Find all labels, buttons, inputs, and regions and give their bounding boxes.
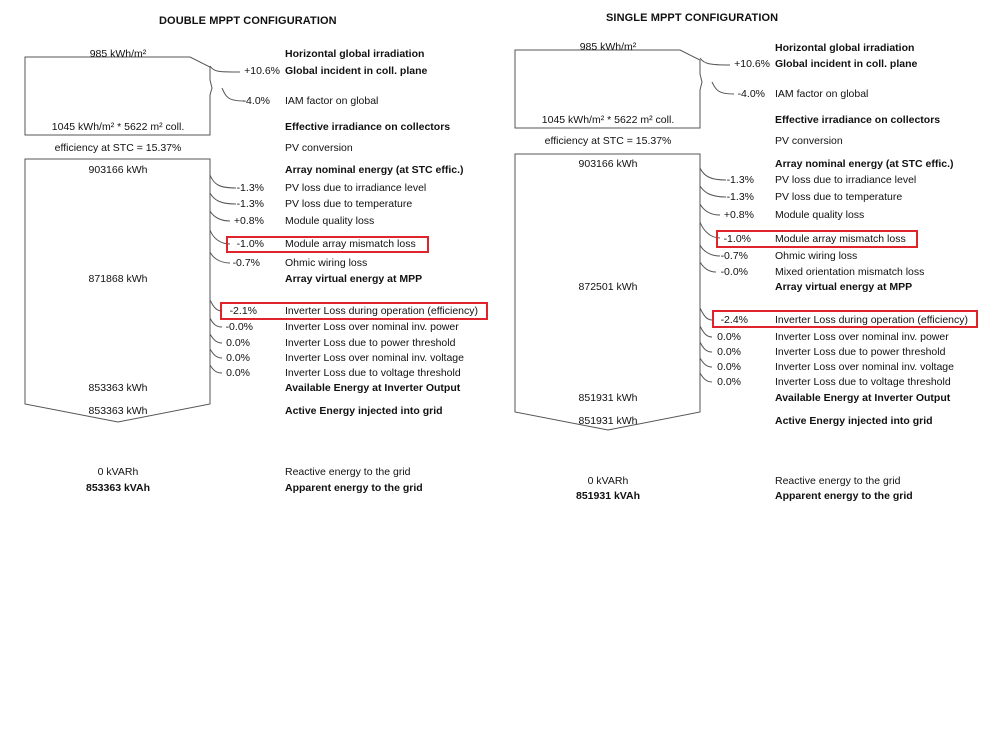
right-reactive-label: Reactive energy to the grid	[775, 475, 901, 487]
right-loss-b-label: Inverter Loss due to power threshold	[775, 346, 946, 358]
left-loss-b-label: Inverter Loss during operation (efficiency)	[285, 305, 478, 317]
left-loss-a-label: Module quality loss	[285, 215, 375, 227]
right-loss-b-label: Inverter Loss due to voltage threshold	[775, 376, 951, 388]
right-loss-b-label: Inverter Loss over nominal inv. voltage	[775, 361, 954, 373]
left-loss-b-pct: -2.1%	[229, 305, 257, 317]
left-loss-b-label: Inverter Loss due to power threshold	[285, 337, 456, 349]
right-reactive-value: 0 kVARh	[587, 475, 629, 487]
right-loss-a-label: PV loss due to temperature	[775, 191, 903, 203]
right-virtual-value: 872501 kWh	[578, 281, 638, 293]
left-apparent-value: 853363 kVAh	[85, 482, 151, 494]
left-loss-b-label: Inverter Loss due to voltage threshold	[285, 367, 461, 379]
left-incident-label: Global incident in coll. plane	[285, 65, 428, 77]
left-loss-b-pct: 0.0%	[226, 337, 250, 349]
right-loss-a-label: PV loss due to irradiance level	[775, 174, 917, 186]
left-loss-b-pct: -0.0%	[225, 321, 253, 333]
right-incident-arrow	[700, 58, 730, 65]
left-iam-arrow	[222, 88, 244, 101]
left-nominal-label: Array nominal energy (at STC effic.)	[285, 164, 464, 176]
right-incident-pct: +10.6%	[734, 58, 770, 70]
right-title: SINGLE MPPT CONFIGURATION	[606, 12, 779, 24]
right-pv-conversion-label: PV conversion	[775, 135, 843, 147]
right-efficiency-value: efficiency at STC = 15.37%	[544, 135, 672, 147]
left-loss-a-pct: -1.3%	[236, 198, 264, 210]
right-loss-a-pct: -0.0%	[720, 266, 748, 278]
right-loss-a-pct: -1.3%	[726, 174, 754, 186]
left-incident-pct: +10.6%	[244, 65, 280, 77]
left-loss-b-label: Inverter Loss over nominal inv. power	[285, 321, 459, 333]
right-loss-lines-b	[700, 308, 712, 382]
right-apparent-label: Apparent energy to the grid	[775, 490, 913, 502]
right-loss-a-pct: -0.7%	[720, 250, 748, 262]
left-loss-a-label: PV loss due to temperature	[285, 198, 413, 210]
right-injected-value: 851931 kWh	[578, 415, 638, 427]
left-loss-a-pct: -0.7%	[232, 257, 260, 269]
right-apparent-value: 851931 kVAh	[575, 490, 641, 502]
left-loss-b-pct: 0.0%	[226, 367, 250, 379]
left-available-label: Available Energy at Inverter Output	[285, 382, 461, 394]
right-iam-pct: -4.0%	[737, 88, 765, 100]
left-nominal-value: 903166 kWh	[88, 164, 148, 176]
left-title: DOUBLE MPPT CONFIGURATION	[159, 15, 337, 27]
left-pv-conversion-label: PV conversion	[285, 142, 353, 154]
left-virtual-label: Array virtual energy at MPP	[285, 273, 423, 285]
left-loss-b-label: Inverter Loss over nominal inv. voltage	[285, 352, 464, 364]
right-available-label: Available Energy at Inverter Output	[775, 392, 951, 404]
left-irradiation-value: 985 kWh/m²	[89, 48, 147, 60]
right-loss-b-pct: 0.0%	[717, 346, 741, 358]
left-loss-b-pct: 0.0%	[226, 352, 250, 364]
left-virtual-value: 871868 kWh	[88, 273, 148, 285]
right-virtual-label: Array virtual energy at MPP	[775, 281, 913, 293]
right-loss-b-pct: 0.0%	[717, 331, 741, 343]
right-effective-label: Effective irradiance on collectors	[775, 114, 941, 126]
right-loss-b-label: Inverter Loss over nominal inv. power	[775, 331, 949, 343]
left-irradiation-label: Horizontal global irradiation	[285, 48, 425, 60]
right-loss-a-label: Module array mismatch loss	[775, 233, 906, 245]
right-loss-b-pct: 0.0%	[717, 361, 741, 373]
left-injected-label: Active Energy injected into grid	[285, 405, 443, 417]
right-loss-a-pct: -1.0%	[723, 233, 751, 245]
left-reactive-value: 0 kVARh	[97, 466, 139, 478]
right-injected-label: Active Energy injected into grid	[775, 415, 933, 427]
right-loss-a-label: Ohmic wiring loss	[775, 250, 858, 262]
right-loss-b-label: Inverter Loss during operation (efficiency)	[775, 314, 968, 326]
left-loss-a-label: PV loss due to irradiance level	[285, 182, 427, 194]
left-efficiency-value: efficiency at STC = 15.37%	[54, 142, 182, 154]
left-loss-a-label: Module array mismatch loss	[285, 238, 416, 250]
left-loss-a-pct: +0.8%	[233, 215, 264, 227]
right-loss-a-label: Module quality loss	[775, 209, 865, 221]
right-loss-a-pct: -1.3%	[726, 191, 754, 203]
left-iam-label: IAM factor on global	[285, 95, 379, 107]
right-loss-a-label: Mixed orientation mismatch loss	[775, 266, 925, 278]
left-injected-value: 853363 kWh	[88, 405, 148, 417]
left-available-value: 853363 kWh	[88, 382, 148, 394]
left-iam-pct: -4.0%	[242, 95, 270, 107]
left-apparent-label: Apparent energy to the grid	[285, 482, 423, 494]
right-nominal-label: Array nominal energy (at STC effic.)	[775, 158, 954, 170]
left-loss-a-label: Ohmic wiring loss	[285, 257, 368, 269]
left-effective-value: 1045 kWh/m² * 5622 m² coll.	[51, 121, 185, 133]
right-nominal-value: 903166 kWh	[578, 158, 638, 170]
right-loss-b-pct: 0.0%	[717, 376, 741, 388]
right-loss-a-pct: +0.8%	[723, 209, 754, 221]
left-loss-a-pct: -1.3%	[236, 182, 264, 194]
right-loss-b-pct: -2.4%	[720, 314, 748, 326]
right-incident-label: Global incident in coll. plane	[775, 58, 918, 70]
right-effective-value: 1045 kWh/m² * 5622 m² coll.	[541, 114, 675, 126]
right-iam-arrow	[712, 82, 734, 94]
right-irradiation-label: Horizontal global irradiation	[775, 42, 915, 54]
left-loss-a-pct: -1.0%	[236, 238, 264, 250]
left-effective-label: Effective irradiance on collectors	[285, 121, 451, 133]
left-incident-arrow	[210, 66, 240, 72]
right-available-value: 851931 kWh	[578, 392, 638, 404]
right-irradiation-value: 985 kWh/m²	[579, 41, 637, 53]
right-iam-label: IAM factor on global	[775, 88, 869, 100]
left-reactive-label: Reactive energy to the grid	[285, 466, 411, 478]
